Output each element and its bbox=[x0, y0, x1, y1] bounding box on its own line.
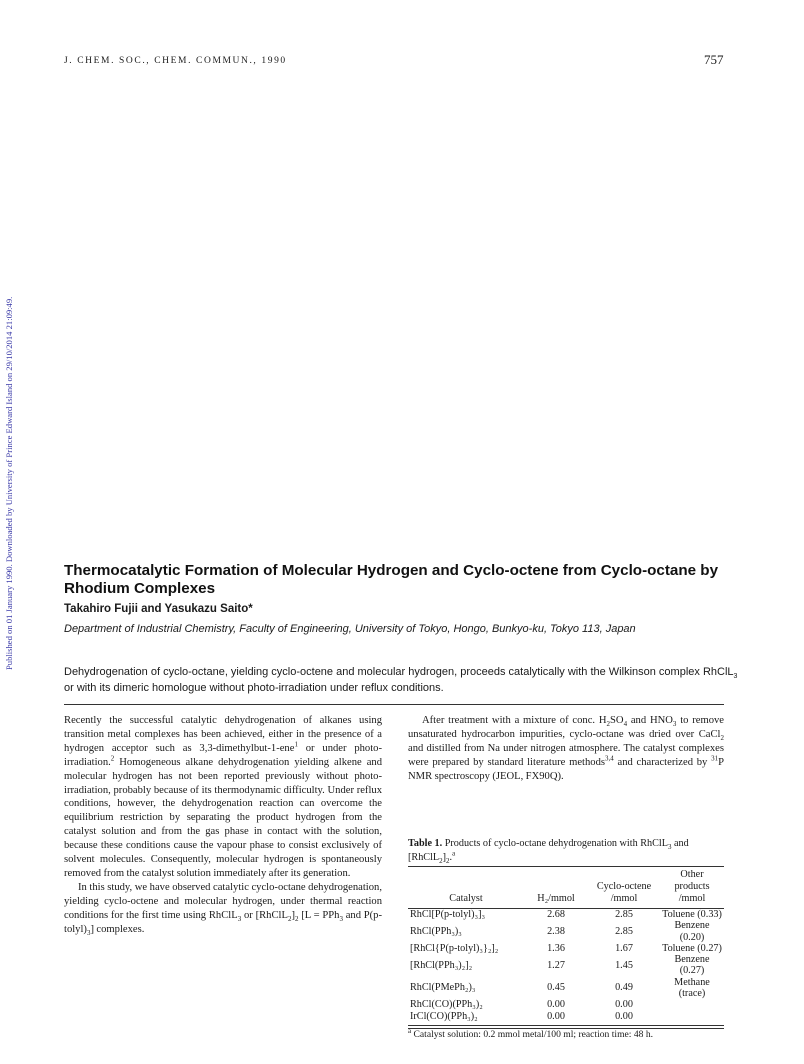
table-row bbox=[408, 977, 724, 1000]
subscript: 2 bbox=[439, 856, 443, 865]
cell-catalyst: IrCl(CO)(PPh₃)₂ bbox=[410, 1010, 478, 1022]
table-caption bbox=[408, 837, 724, 864]
download-watermark bbox=[0, 0, 14, 1064]
abstract-divider bbox=[64, 704, 724, 705]
subscript: 3 bbox=[667, 843, 672, 852]
reference-marker: 3,4 bbox=[605, 754, 614, 763]
cell-h2: 1.27 bbox=[547, 959, 565, 971]
cell-other bbox=[660, 999, 724, 1010]
text-run: or under photo-irradiation. bbox=[64, 742, 382, 768]
subscript: 2 bbox=[287, 914, 292, 923]
subscript: 4 bbox=[623, 720, 628, 729]
cell-catalyst: [RhCl(PPh₃)₂]₂ bbox=[410, 959, 473, 971]
text-run: and [RhClL bbox=[408, 838, 689, 863]
body-paragraph-3 bbox=[408, 714, 724, 784]
text-run: [L = PPh bbox=[298, 909, 340, 921]
table-row bbox=[408, 1011, 724, 1025]
column-header-h2 bbox=[524, 867, 588, 909]
table-row bbox=[408, 954, 724, 977]
header-text: Other products bbox=[674, 869, 710, 892]
body-paragraph-2 bbox=[64, 881, 382, 937]
superscript: 31 bbox=[711, 754, 719, 763]
reference-marker: 2 bbox=[110, 754, 115, 763]
article-title: Thermocatalytic Formation of Molecular Hydrogen and Cyclo-octene from Cyclo-octane by Rhodium Complexes bbox=[64, 562, 719, 597]
cell-h2: 2.68 bbox=[547, 909, 565, 920]
header-text: /mmol bbox=[610, 893, 638, 904]
cell-h2: 2.38 bbox=[547, 925, 565, 937]
page-number: 757 bbox=[704, 52, 724, 67]
subscript: 2 bbox=[446, 856, 450, 865]
text-run: ] complexes. bbox=[90, 923, 145, 935]
cell-h2: 0.00 bbox=[547, 1010, 565, 1022]
left-column bbox=[64, 714, 382, 937]
right-column bbox=[408, 714, 724, 784]
cell-cyclooctene: 1.67 bbox=[615, 942, 633, 954]
cell-catalyst: RhCl(PMePh₂)₃ bbox=[410, 982, 476, 994]
text-run: In this study, we have observed catalytic cyclo-octane dehydrogenation, yielding cyclo-octene and molecular hydrogen, under thermal reaction conditions for the first time using RhClL bbox=[64, 881, 382, 921]
text-run: P NMR spectroscopy (JEOL, FX90Q). bbox=[408, 756, 724, 782]
cell-cyclooctene: 0.00 bbox=[615, 999, 633, 1011]
text-run: ] bbox=[442, 851, 447, 863]
subscript: 2 bbox=[294, 914, 299, 923]
reference-marker: 1 bbox=[294, 740, 298, 749]
download-notice-text: Published on 01 January 1990. Downloaded by University of Prince Edward Island on 29/10/2014 21:09:49. bbox=[4, 296, 14, 670]
subscript: 3 bbox=[339, 914, 343, 923]
cell-catalyst: RhCl(CO)(PPh₃)₂ bbox=[410, 999, 483, 1011]
column-header-catalyst bbox=[408, 867, 524, 909]
author-affiliation: Department of Industrial Chemistry, Faculty of Engineering, University of Tokyo, Hongo, Bunkyo-ku, Tokyo 113, Japan bbox=[64, 623, 636, 635]
subscript: 3 bbox=[86, 928, 91, 937]
footnote-marker: a bbox=[408, 1026, 412, 1035]
subscript: 2 bbox=[720, 734, 724, 743]
article-authors: Takahiro Fujii and Yasukazu Saito* bbox=[64, 603, 253, 615]
text-run: Products of cyclo-octane dehydrogenation with RhClL bbox=[442, 838, 668, 849]
results-table bbox=[408, 866, 724, 1025]
article-abstract bbox=[64, 665, 744, 696]
cell-other: Benzene (0.27) bbox=[674, 954, 710, 977]
body-paragraph-1 bbox=[64, 714, 382, 881]
cell-other: Methane (trace) bbox=[674, 976, 710, 1000]
cell-catalyst: RhCl[P(p-tolyl)₃]₃ bbox=[410, 909, 486, 920]
table-row bbox=[408, 943, 724, 954]
header-text: H₂/mmol bbox=[537, 893, 575, 904]
cell-other: Benzene (0.20) bbox=[674, 920, 710, 943]
cell-cyclooctene: 1.45 bbox=[615, 959, 633, 971]
cell-catalyst: [RhCl{P(p-tolyl)₃}₂]₂ bbox=[410, 942, 499, 954]
cell-h2: 1.36 bbox=[547, 942, 565, 954]
text-run: and HNO bbox=[627, 715, 673, 726]
text-run: Recently the successful catalytic dehydrogenation of alkanes using transition metal complexes has been achieved, either in the presence of a hydrogen acceptor such as 3,3-dimethylbut-1-ene bbox=[64, 715, 382, 754]
cell-cyclooctene: 0.00 bbox=[615, 1010, 633, 1022]
cell-other bbox=[660, 1011, 724, 1025]
text-run: or [RhClL bbox=[241, 909, 288, 921]
journal-header: J. CHEM. SOC., CHEM. COMMUN., 1990 bbox=[64, 56, 287, 66]
table-bottom-rule bbox=[408, 1028, 724, 1029]
text-run: and distilled from Na under nitrogen atmosphere. The catalyst complexes were prepared by standard literature methods bbox=[408, 742, 724, 768]
text-run: Homogeneous alkane dehydrogenation yielding alkene and molecular hydrogen has not been reported previously without photo-irradiation, probably because of its thermodynamic difficulty. Under reflux conditions, however, the dehydrogenation reaction can overcome the equilibrium restriction by separating the product hydrogen from the catalyst solution and from the gas phase in contact with the solution, because these conditions cause the vapour phase to consist exclusively of solvent molecules. Consequently, molecular hydrogen is spontaneously removed from the catalyst solution immediately after its generation. bbox=[64, 756, 382, 879]
subscript: 3 bbox=[237, 914, 242, 923]
footnote-marker: a bbox=[452, 849, 456, 858]
header-text: Cyclo-octene bbox=[596, 881, 652, 892]
abstract-text-a: Dehydrogenation of cyclo-octane, yielding cyclo-octene and molecular hydrogen, proceeds catalytically with the Wilkinson complex RhClL bbox=[64, 666, 734, 678]
text-run: and P(p-tolyl) bbox=[64, 909, 383, 935]
table-1 bbox=[408, 837, 724, 1040]
cell-catalyst: RhCl(PPh₃)₃ bbox=[410, 925, 462, 937]
table-row bbox=[408, 909, 724, 921]
cell-cyclooctene: 2.85 bbox=[615, 925, 633, 937]
footnote-text: Catalyst solution: 0.2 mmol metal/100 ml; reaction time: 48 h. bbox=[411, 1028, 654, 1040]
text-run: After treatment with a mixture of conc. H bbox=[422, 715, 607, 726]
cell-cyclooctene: 2.85 bbox=[615, 909, 633, 920]
header-text: /mmol bbox=[678, 893, 706, 904]
subscript: 2 bbox=[606, 720, 611, 729]
cell-h2: 0.00 bbox=[547, 999, 565, 1011]
cell-other: Toluene (0.27) bbox=[662, 942, 722, 954]
text-run: ] bbox=[291, 909, 295, 921]
text-run: SO bbox=[610, 715, 624, 726]
text-run: to remove unsaturated hydrocarbon impurities, cyclo-octane was dried over CaCl bbox=[408, 715, 724, 740]
cell-other: Toluene (0.33) bbox=[662, 909, 722, 920]
table-row bbox=[408, 999, 724, 1010]
subscript: 3 bbox=[672, 720, 677, 729]
text-run: . bbox=[449, 851, 453, 863]
column-header-other-products bbox=[660, 867, 724, 909]
cell-cyclooctene: 0.49 bbox=[615, 982, 633, 994]
column-header-cyclooctene bbox=[588, 867, 660, 909]
table-row bbox=[408, 920, 724, 943]
table-label: Table 1. bbox=[408, 838, 443, 849]
text-run: and characterized by bbox=[613, 756, 712, 768]
cell-h2: 0.45 bbox=[547, 982, 565, 994]
header-text: Catalyst bbox=[449, 893, 483, 904]
abstract-text-b: or with its dimeric homologue without photo-irradiation under reflux conditions. bbox=[64, 681, 444, 694]
abstract-subscript: 3 bbox=[733, 673, 738, 681]
